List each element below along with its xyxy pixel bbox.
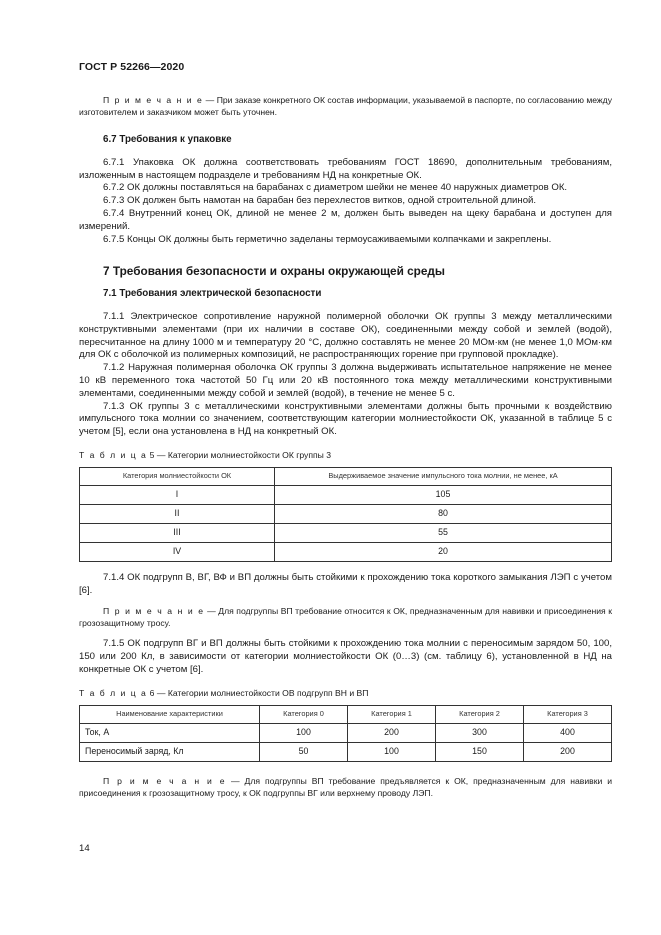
note-passport [79,94,612,118]
table-row [80,742,612,761]
paragraph-6-7-1: 6.7.1 Упаковка ОК должна соответствовать требованиям ГОСТ 18690, дополнительным требованиям, изложенным в настоящем подразделе и требованиям НД на конкретные ОК. [79,156,612,181]
note-vp-tross [79,605,612,629]
table-row [80,504,612,523]
table-cell: Ток, А [80,723,260,742]
table-cell: 105 [275,485,612,504]
table-header-row [80,705,612,723]
note-text: — При заказе конкретного ОК состав информации, указываемой в паспорте, по согласованию между изготовителем и заказчиком может быть уточнен. [79,95,612,117]
table-cell: III [80,523,275,542]
table-cell: IV [80,542,275,561]
table-5 [79,467,612,562]
table-row [80,485,612,504]
table-header-cell: Категория 3 [524,705,612,723]
table-cell: 55 [275,523,612,542]
section-6-7-title: 6.7 Требования к упаковке [103,134,232,145]
table-cell: 400 [524,723,612,742]
table-6 [79,705,612,762]
table-6-caption [79,687,612,700]
table-cell: 300 [436,723,524,742]
paragraph-6-7-3: 6.7.3 ОК должен быть намотан на барабан без перехлестов витков, одной строительной длиной. [103,195,537,207]
table-cell: II [80,504,275,523]
table-cell: 20 [275,542,612,561]
table-cell: 50 [260,742,348,761]
table-5-caption [79,449,612,462]
section-7-1-title: 7.1 Требования электрической безопасности [103,288,322,300]
note-text: — Для подгруппы ВП требование предъявляется к ОК, предназначенным для навивки и присоединения к грозозащитному тросу, к ОК подгруппы ВГ или верхнему проводу ЛЭП. [79,775,612,798]
paragraph-7-1-4: 7.1.4 ОК подгрупп В, ВГ, ВФ и ВП должны быть стойкими к прохождению тока короткого замыкания ЛЭП с учетом [6]. [79,571,612,596]
page-number: 14 [79,843,90,854]
table-6-caption-text: 6 — Категории молниестойкости ОВ подгрупп ВН и ВП [147,687,369,698]
note-text: — Для подгруппы ВП требование относится к ОК, предназначенным для навивки и присоединения к грозозащитному тросу. [79,606,613,629]
table-header-cell: Категория молниестойкости ОК [80,467,275,485]
section-7-title: 7 Требования безопасности и охраны окружающей среды [103,264,445,279]
paragraph-7-1-1: 7.1.1 Электрическое сопротивление наружной полимерной оболочки ОК группы 3 между металлическими конструктивными элементами (при их наличии в составе ОК), соединенными между собой и землей (водой), пересчитанное на длину 1000 м и температуру 20 °С, должно составлять не менее 20 МОм·км (не менее 1,0 МОм·км для ОК с оболочкой из полимерных композиций, не распространяющих горение при групповой прокладке). [79,310,612,361]
table-5-caption-text: 5 — Категории молниестойкости ОК группы 3 [147,449,331,460]
table-cell: 150 [436,742,524,761]
table-header-cell: Выдерживаемое значение импульсного тока молнии, не менее, кА [275,467,612,485]
section-6-7-body [79,157,612,247]
table-header-cell: Категория 2 [436,705,524,723]
table-row [80,523,612,542]
paragraph-7-1-2: 7.1.2 Наружная полимерная оболочка ОК группы 3 должна выдерживать испытательное напряжение не менее 10 кВ переменного тока частотой 50 Гц или 20 кВ постоянного тока между металлическими конструктивными элементами, соединенными между собой и землей (водой), в течение не менее 5 с. [79,362,612,399]
table-cell: 200 [524,742,612,761]
table-cell: 100 [348,742,436,761]
section-7-1-body [79,311,612,439]
table-row [80,542,612,561]
note-label: П р и м е ч а н и е [103,606,205,617]
paragraph-7-1-3: 7.1.3 ОК группы 3 с металлическими конструктивными элементами должны быть прочными к воздействию импульсного тока молнии со значением, соответствующим категории молниестойкости ОК, указанной в таблице 5 с учетом [5], если она установлена в НД на конкретный ОК. [79,400,612,438]
table-header-cell: Категория 1 [348,705,436,723]
table-row [80,723,612,742]
paragraph-7-1-5: 7.1.5 ОК подгрупп ВГ и ВП должны быть стойкими к прохождению тока молнии с переносимым зарядом 50, 100, 150 или 200 Кл, в зависимости от категории молниестойкости ОК (0…3) (см. таблицу 6), установленной в НД на конкретные ОК с учетом [6]. [79,638,612,675]
paragraph-6-7-2: 6.7.2 ОК должны поставляться на барабанах с диаметром шейки не менее 40 наружных диаметров ОК. [103,182,568,194]
table-cell: Переносимый заряд, Кл [80,742,260,761]
paragraph-6-7-5: 6.7.5 Концы ОК должны быть герметично заделаны термоусаживаемыми колпачками и закреплены. [103,233,552,245]
paragraph-6-7-4: 6.7.4 Внутренний конец ОК, длиной не менее 2 м, должен быть выведен на щеку барабана и доступен для измерений. [79,207,612,232]
table-header-row [80,467,612,485]
document-header: ГОСТ Р 52266—2020 [79,61,185,73]
note-label: П р и м е ч а н и е [103,95,204,105]
table-cell: I [80,485,275,504]
table-cell: 80 [275,504,612,523]
table-cell: 100 [260,723,348,742]
table-6-caption-label: Т а б л и ц а [79,687,148,698]
document-body [79,94,612,799]
table-cell: 200 [348,723,436,742]
table-header-cell: Наименование характеристики [80,705,260,723]
note-vp-vg [79,775,612,799]
note-label: П р и м е ч а н и е [103,775,227,786]
table-5-caption-label: Т а б л и ц а [79,449,148,460]
table-header-cell: Категория 0 [260,705,348,723]
